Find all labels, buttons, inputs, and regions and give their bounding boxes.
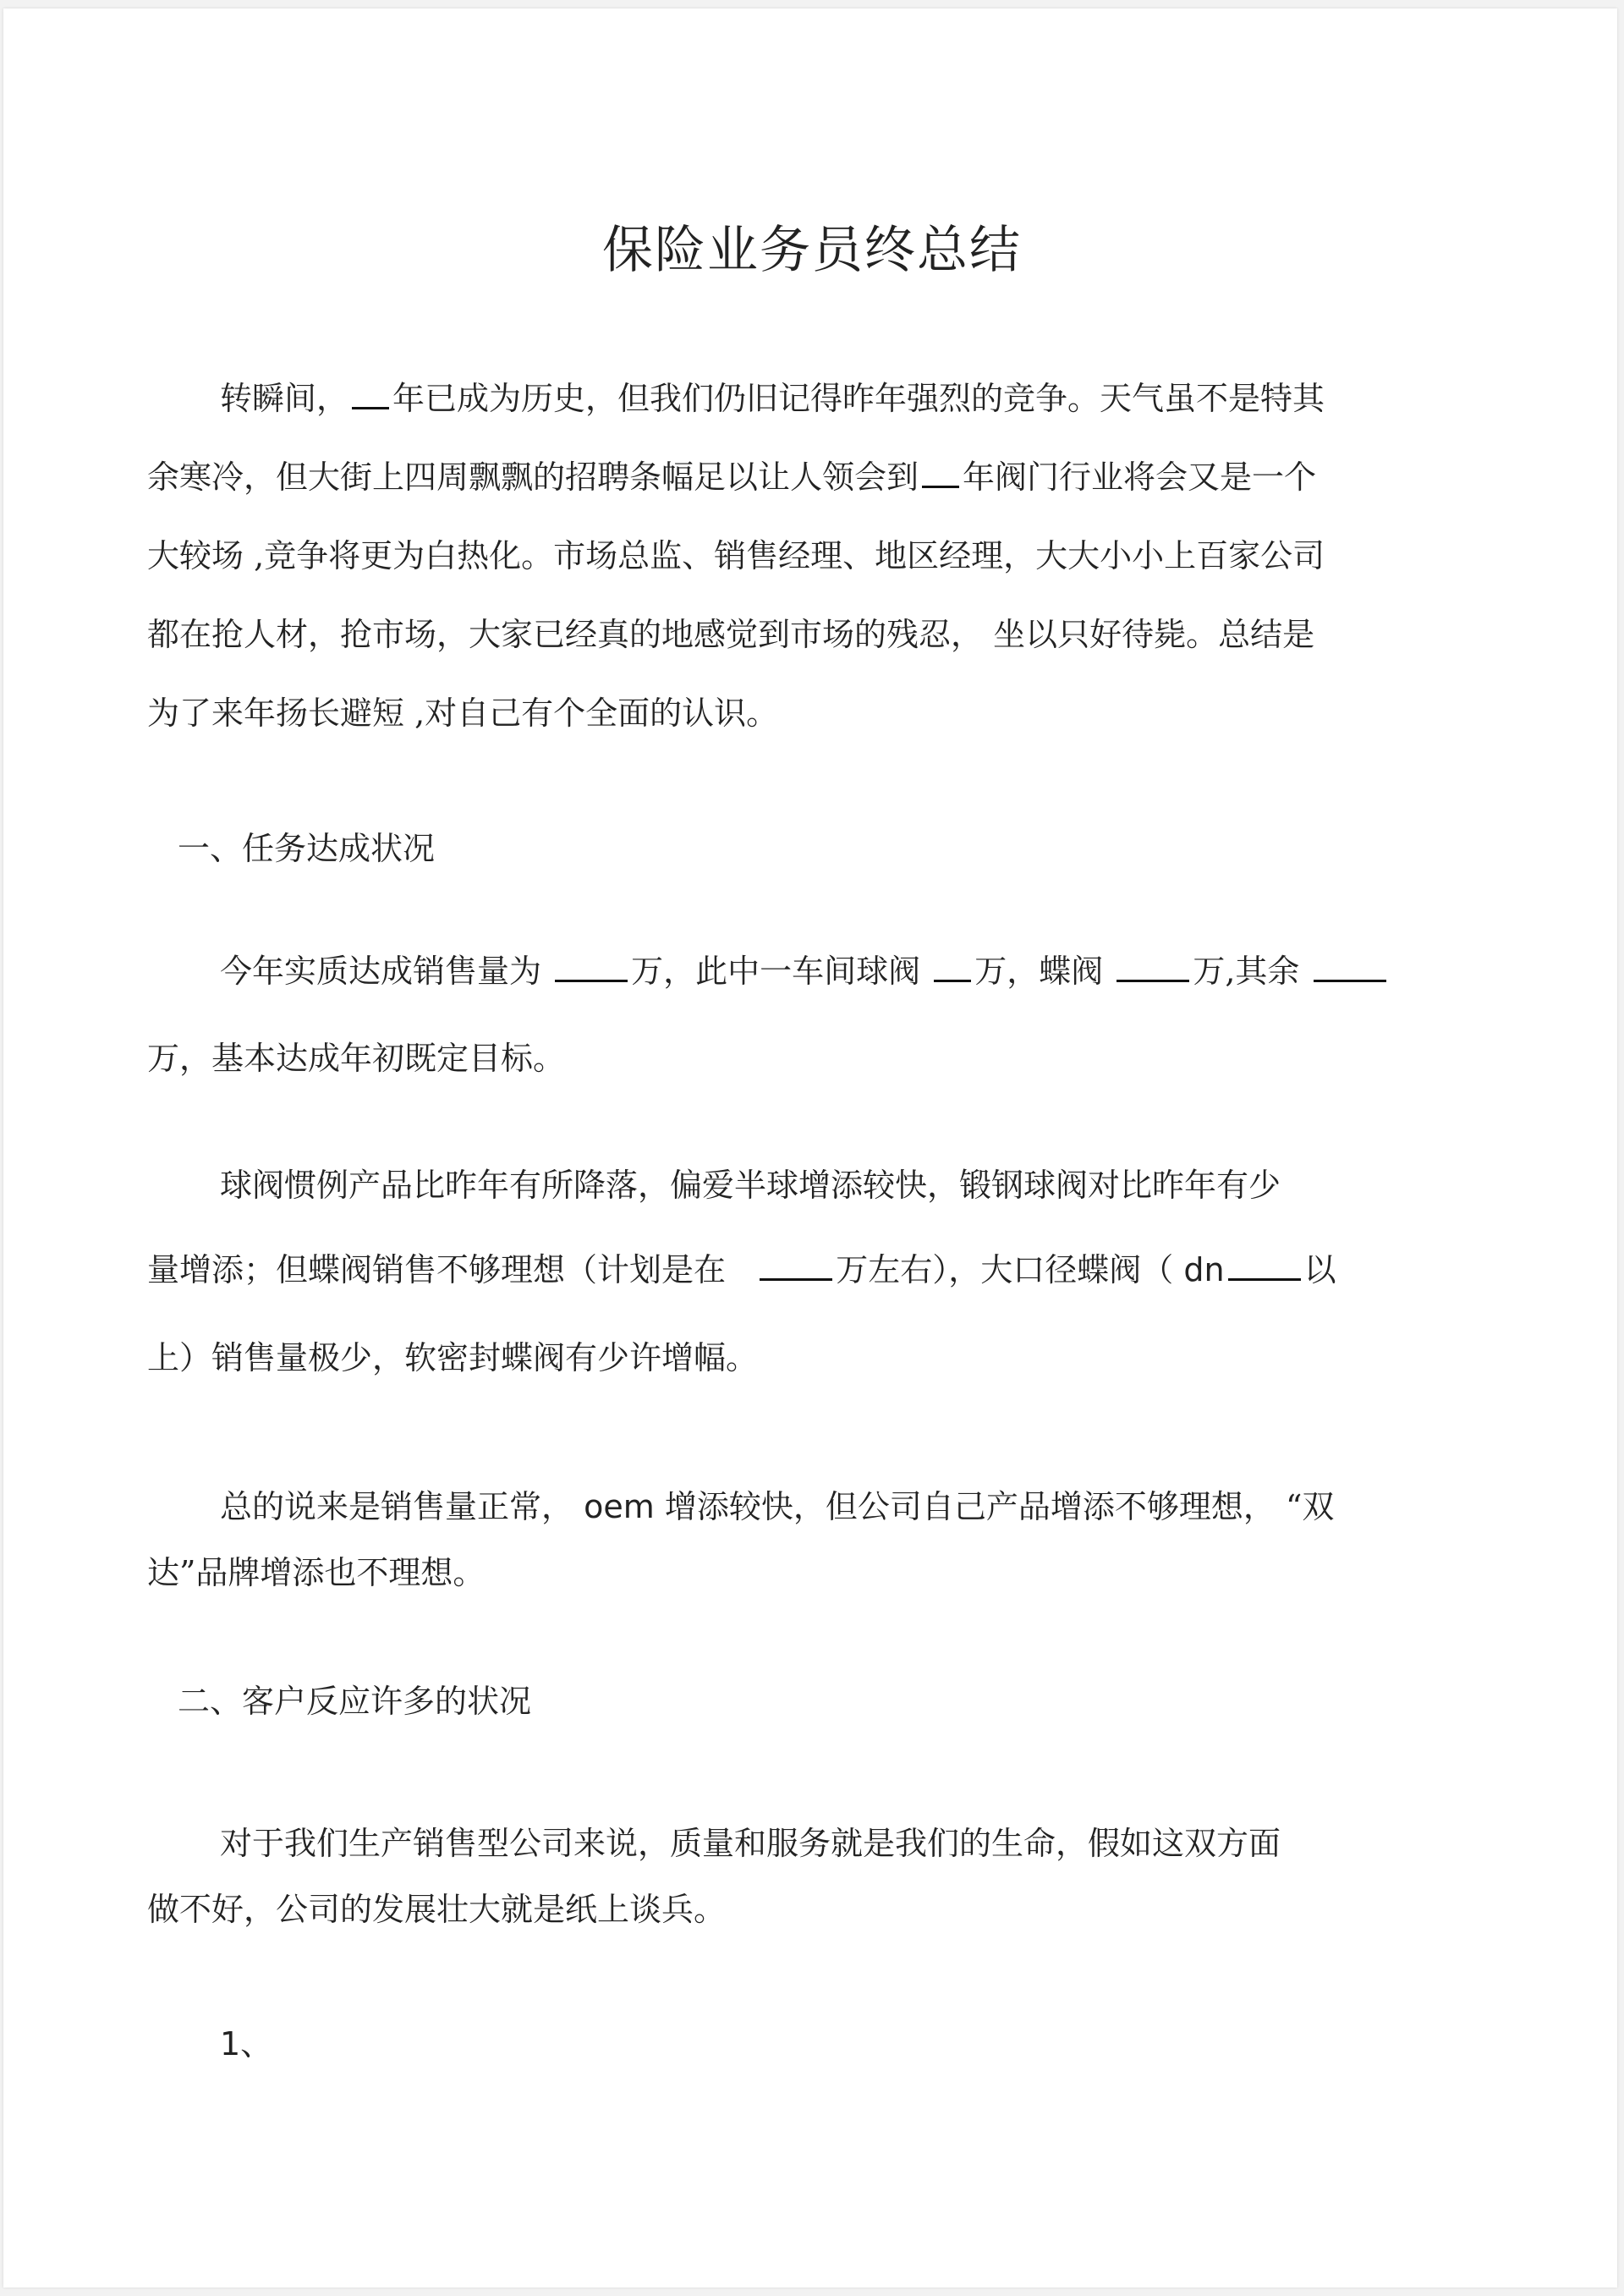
sales-line-1: 今年实质达成销售量为 万，此中一车间球阀 万，蝶阀 万,其余 <box>220 945 1390 991</box>
sales-line-2: 万，基本达成年初既定目标。 <box>147 1040 566 1077</box>
intro-line-1: 转瞬间， 年已成为历史，但我们仍旧记得昨年强烈的竞争。天气虽不是特其 <box>220 380 1325 417</box>
document-page <box>3 8 1617 2288</box>
quality-line-2: 做不好，公司的发展壮大就是纸上谈兵。 <box>147 1891 727 1928</box>
other-blank <box>1314 954 1386 982</box>
dn-blank <box>1228 1253 1301 1281</box>
total-sales-blank <box>555 954 628 982</box>
summary-line-2: 达”品牌增添也不理想。 <box>147 1554 486 1591</box>
intro-line-2: 余寒冷，但大街上四周飘飘的招聘条幅足以让人领会到 年阀门行业将会又是一个 <box>147 459 1317 496</box>
document-title: 保险业务员终总结 <box>602 221 1022 280</box>
product-line-3: 上）销售量极少，软密封蝶阀有少许增幅。 <box>147 1339 759 1376</box>
intro-line-4: 都在抢人材，抢市场，大家已经真的地感觉到市场的残忍， 坐以只好待毙。总结是 <box>147 616 1315 653</box>
intro-line-5: 为了来年扬长避短 ,对自己有个全面的认识。 <box>147 695 779 732</box>
intro-line-3: 大较场 ,竞争将更为白热化。市场总监、销售经理、地区经理，大大小小上百家公司 <box>147 537 1325 574</box>
summary-line-1: 总的说来是销售量正常， oem 增添较快，但公司自己产品增添不够理想， “双 <box>220 1488 1335 1525</box>
quality-line-1: 对于我们生产销售型公司来说，质量和服务就是我们的生命，假如这双方面 <box>220 1825 1281 1862</box>
plan-blank <box>760 1253 832 1281</box>
product-line-1: 球阀惯例产品比昨年有所降落，偏爱半球增添较快，锻钢球阀对比昨年有少 <box>220 1167 1281 1204</box>
year-blank <box>922 460 959 488</box>
product-line-2: 量增添；但蝶阀销售不够理想（计划是在 万左右），大口径蝶阀（ dn 以 <box>147 1251 1336 1288</box>
ball-valve-blank <box>934 954 971 982</box>
year-blank <box>352 382 389 409</box>
butterfly-valve-blank <box>1116 954 1189 982</box>
